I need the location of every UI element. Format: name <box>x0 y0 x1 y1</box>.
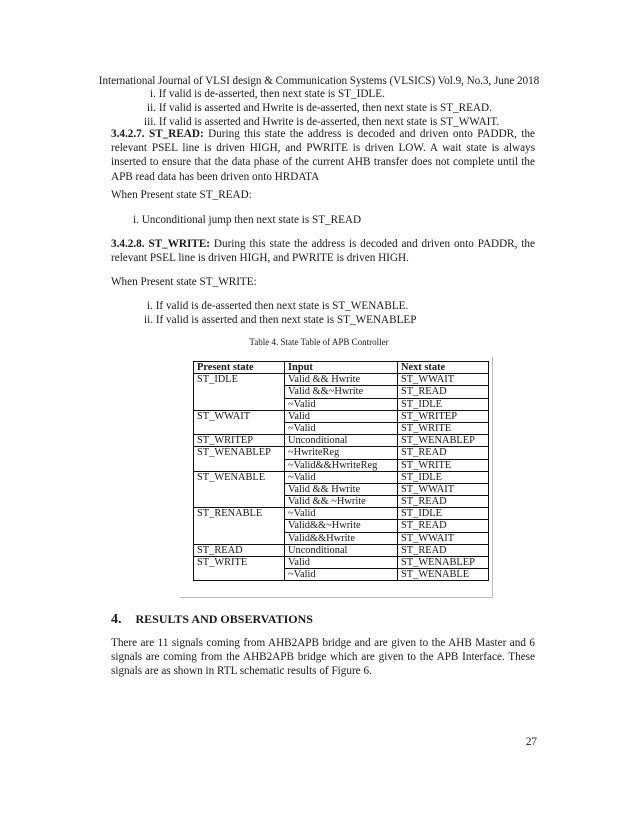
section-4-heading <box>111 612 313 628</box>
cell-present-state <box>194 422 285 434</box>
cell-present-state: ST_WENABLEP <box>194 447 285 459</box>
cell-present-state <box>194 520 285 532</box>
cell-input: ~Valid <box>285 471 398 483</box>
section-heading: 3.4.2.7. ST_READ: <box>111 128 204 140</box>
table-row <box>194 569 489 581</box>
cell-present-state <box>194 459 285 471</box>
cell-present-state <box>194 569 285 581</box>
cell-next-state: ST_IDLE <box>398 398 489 410</box>
cell-next-state: ST_WENABLE <box>398 569 489 581</box>
cell-next-state: ST_WWAIT <box>398 374 489 386</box>
table-row <box>194 483 489 495</box>
table-row <box>194 471 489 483</box>
table-row <box>194 410 489 422</box>
cell-next-state: ST_IDLE <box>398 508 489 520</box>
cell-input: ~Valid <box>285 398 398 410</box>
cell-input: Valid&&~Hwrite <box>285 520 398 532</box>
cell-next-state: ST_READ <box>398 496 489 508</box>
section-body: During this state the address is decoded and driven onto PADDR, the relevant PSEL line is driven HIGH, and PWRITE is driven LOW. A wait state is always inserted to ensure that the data phase of the current AHB transfer does not complete until the APB read data has been driven onto HRDATA <box>111 128 536 183</box>
section-4-body: There are 11 signals coming from AHB2APB bridge and are given to the AHB Master and 6 signals are coming from the AHB2APB bridge which are given to the APB Interface. These signals are as shown in RTL schematic results of Figure 6. <box>111 637 535 678</box>
cell-input: Valid&&Hwrite <box>285 532 398 544</box>
list-marker: i. <box>133 214 139 226</box>
table-row <box>194 508 489 520</box>
cell-next-state: ST_WENABLEP <box>398 557 489 569</box>
cell-input: ~Valid <box>285 569 398 581</box>
section-heading: 3.4.2.8. ST_WRITE: <box>111 238 211 250</box>
section-3-4-2-7 <box>111 127 535 184</box>
cell-next-state: ST_WENABLEP <box>398 435 489 447</box>
cell-input: Unconditional <box>285 544 398 556</box>
journal-header: International Journal of VLSI design & Communication Systems (VLSICS) Vol.9, No.3, June 2018 <box>98 75 540 87</box>
list-marker: i. <box>147 300 153 312</box>
list-marker: ii. <box>147 102 157 114</box>
table-row <box>194 557 489 569</box>
list-text: If valid is asserted and Hwrite is de-asserted, then next state is ST_READ. <box>158 102 492 114</box>
cell-present-state <box>194 483 285 495</box>
section-title: RESULTS AND OBSERVATIONS <box>135 612 313 626</box>
list-marker: ii. <box>144 314 154 326</box>
list-text: If valid is de-asserted then next state is ST_WENABLE. <box>155 300 409 312</box>
column-header: Input <box>285 362 398 374</box>
cell-next-state: ST_READ <box>398 386 489 398</box>
cell-next-state: ST_WRITE <box>398 459 489 471</box>
list-item <box>147 101 492 115</box>
table-row <box>194 374 489 386</box>
cell-next-state: ST_WWAIT <box>398 532 489 544</box>
table-row <box>194 422 489 434</box>
cell-next-state: ST_READ <box>398 447 489 459</box>
column-header: Next state <box>398 362 489 374</box>
cell-input: Valid && ~Hwrite <box>285 496 398 508</box>
table-row <box>194 520 489 532</box>
read-present-state: When Present state ST_READ: <box>111 189 252 201</box>
section-3-4-2-8 <box>111 237 535 265</box>
list-item <box>150 87 385 101</box>
cell-present-state: ST_READ <box>194 544 285 556</box>
table-row <box>194 544 489 556</box>
list-item <box>133 213 361 227</box>
cell-input: ~Valid <box>285 508 398 520</box>
table-body <box>194 374 489 581</box>
list-item <box>147 299 408 313</box>
cell-next-state: ST_IDLE <box>398 471 489 483</box>
cell-present-state: ST_WRITE <box>194 557 285 569</box>
page-number: 27 <box>525 736 537 748</box>
cell-next-state: ST_WRITE <box>398 422 489 434</box>
cell-next-state: ST_READ <box>398 544 489 556</box>
cell-input: Valid <box>285 410 398 422</box>
table-row <box>194 459 489 471</box>
cell-input: ~Valid <box>285 422 398 434</box>
list-marker: iii. <box>144 116 157 128</box>
cell-present-state: ST_WWAIT <box>194 410 285 422</box>
write-present-state: When Present state ST_WRITE: <box>111 276 257 288</box>
cell-next-state: ST_WWAIT <box>398 483 489 495</box>
table-header-row <box>194 362 489 374</box>
cell-present-state: ST_WENABLE <box>194 471 285 483</box>
cell-input: Valid <box>285 557 398 569</box>
table-row <box>194 447 489 459</box>
table-row <box>194 496 489 508</box>
cell-present-state: ST_WRITEP <box>194 435 285 447</box>
cell-next-state: ST_WRITEP <box>398 410 489 422</box>
section-number: 4. <box>111 612 122 627</box>
column-header: Present state <box>194 362 285 374</box>
cell-input: Unconditional <box>285 435 398 447</box>
list-text: If valid is asserted and Hwrite is de-asserted, then next state is ST_WWAIT. <box>158 116 500 128</box>
table-caption: Table 4. State Table of APB Controller <box>249 337 389 347</box>
table-row <box>194 532 489 544</box>
cell-present-state <box>194 532 285 544</box>
section-body: During this state the address is decoded and driven onto PADDR, the relevant PSEL line is driven HIGH, and PWRITE is driven HIGH. <box>111 238 535 265</box>
table-row <box>194 435 489 447</box>
list-item <box>144 313 417 327</box>
cell-present-state: ST_RENABLE <box>194 508 285 520</box>
table-row <box>194 386 489 398</box>
cell-present-state <box>194 386 285 398</box>
cell-input: Valid && Hwrite <box>285 483 398 495</box>
cell-input: Valid && Hwrite <box>285 374 398 386</box>
cell-next-state: ST_READ <box>398 520 489 532</box>
cell-input: Valid &&~Hwrite <box>285 386 398 398</box>
list-text: If valid is de-asserted, then next state is ST_IDLE. <box>158 88 385 100</box>
table-row <box>194 398 489 410</box>
state-table <box>193 361 489 581</box>
list-text: If valid is asserted and then next state is ST_WENABLEP <box>155 314 417 326</box>
list-text: Unconditional jump then next state is ST_READ <box>141 214 362 226</box>
list-marker: i. <box>150 88 156 100</box>
cell-input: ~HwriteReg <box>285 447 398 459</box>
cell-present-state: ST_IDLE <box>194 374 285 386</box>
cell-present-state <box>194 496 285 508</box>
cell-input: ~Valid&&HwriteReg <box>285 459 398 471</box>
cell-present-state <box>194 398 285 410</box>
